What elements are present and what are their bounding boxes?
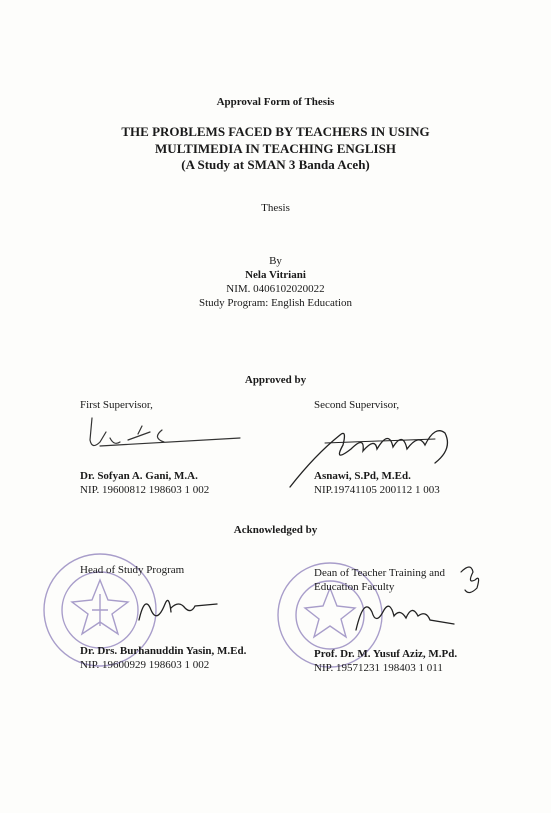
study-program: Study Program: English Education [198, 297, 353, 309]
approved-by-label: Approved by [244, 374, 307, 386]
second-supervisor-name: Asnawi, S.Pd, M.Ed. [314, 470, 411, 482]
first-supervisor-nip: NIP. 19600812 198603 1 002 [80, 484, 210, 496]
head-of-program-nip: NIP. 19600929 198603 1 002 [80, 659, 210, 671]
dean-role-line-2: Education Faculty [314, 581, 395, 593]
head-of-program-signature [135, 590, 225, 630]
first-supervisor-signature [80, 412, 250, 462]
document-type: Thesis [261, 202, 290, 214]
by-label: By [269, 255, 282, 267]
thesis-subtitle: (A Study at SMAN 3 Banda Aceh) [181, 157, 370, 172]
dean-role-line-1: Dean of Teacher Training and [314, 567, 445, 579]
author-nim: NIM. 0406102020022 [226, 283, 325, 295]
author-name: Nela Vitriani [245, 269, 306, 281]
acknowledged-by-label: Acknowledged by [233, 524, 318, 536]
head-of-program-name: Dr. Drs. Burhanuddin Yasin, M.Ed. [80, 645, 247, 657]
first-supervisor-name: Dr. Sofyan A. Gani, M.A. [80, 470, 198, 482]
form-title: Approval Form of Thesis [216, 96, 335, 108]
thesis-title-line-1: THE PROBLEMS FACED BY TEACHERS IN USING [121, 124, 430, 139]
dean-nip: NIP. 19571231 198403 1 011 [314, 662, 443, 674]
head-of-program-role: Head of Study Program [80, 564, 185, 576]
second-supervisor-role: Second Supervisor, [314, 399, 400, 411]
dean-signature [350, 590, 460, 640]
first-supervisor-role: First Supervisor, [80, 399, 153, 411]
dean-name: Prof. Dr. M. Yusuf Aziz, M.Pd. [314, 648, 458, 660]
second-supervisor-nip: NIP.19741105 200112 1 003 [314, 484, 440, 496]
thesis-title-line-2: MULTIMEDIA IN TEACHING ENGLISH [155, 141, 396, 156]
